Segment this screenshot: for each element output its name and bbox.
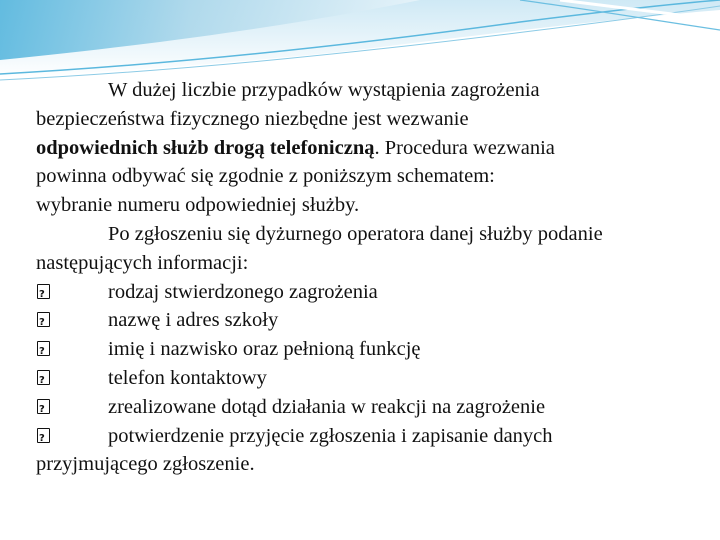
paragraph2-text-1: Po zgłoszeniu się dyżurnego operatora danej służby podanie [108,222,603,245]
paragraph1-line2: bezpieczeństwa fizycznego niezbędne jest wezwanie [36,107,469,130]
list-item-text: telefon kontaktowy [108,366,267,389]
list-item-text: potwierdzenie przyjęcie zgłoszenia i zapisanie danych [108,424,553,447]
body-text [36,76,716,479]
missing-glyph-box-icon [36,364,108,393]
list-item-text: nazwę i adres szkoły [108,309,279,332]
list-item [36,393,716,422]
paragraph1-line5: wybranie numeru odpowiedniej służby. [36,194,360,217]
paragraph1-text-1: W dużej liczbie przypadków wystąpienia zagrożenia [108,79,540,101]
missing-glyph-box-icon [36,422,108,451]
list-item-text: zrealizowane dotąd działania w reakcji na zagrożenie [108,395,546,418]
list-item [36,306,716,335]
list-item [36,422,716,451]
missing-glyph-box-icon [36,393,108,422]
paragraph2-line1 [36,220,716,249]
missing-glyph-box-icon [36,278,108,307]
list-item [36,364,716,393]
list-item-text: imię i nazwisko oraz pełnioną funkcję [108,338,421,361]
paragraph1-text-3: . Procedura wezwania [374,136,555,159]
list-item [36,278,716,307]
list-item [36,335,716,364]
list-item-text: rodzaj stwierdzonego zagrożenia [108,280,378,303]
paragraph2-line2: następujących informacji: [36,251,249,274]
paragraph1-line4: powinna odbywać się zgodnie z poniższym schematem: [36,165,495,188]
missing-glyph-box-icon [36,335,108,364]
emphasis-text: odpowiednich służb drogą telefoniczną [36,136,375,159]
missing-glyph-box-icon [36,306,108,335]
paragraph1-line1 [36,76,716,105]
paragraph1-line3 [36,134,716,163]
closing-line: przyjmującego zgłoszenie. [36,453,255,476]
